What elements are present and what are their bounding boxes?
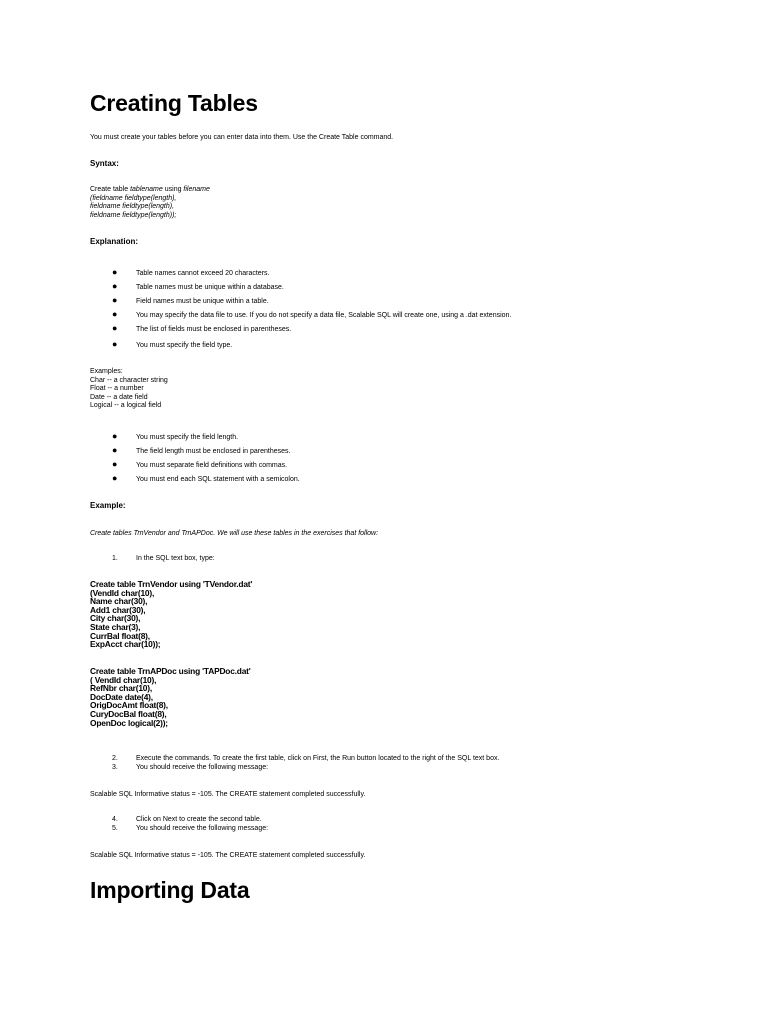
code-line: ExpAcct char(10));	[90, 639, 161, 650]
code-line: (VendId char(10),	[90, 587, 155, 598]
examples-heading: Examples:	[90, 368, 123, 375]
bullet-icon: ●	[112, 281, 118, 291]
step-text: In the SQL text box, type:	[136, 555, 215, 562]
explanation-label: Explanation:	[90, 237, 139, 246]
field-type-examples	[90, 368, 168, 411]
example-line: Date -- a date field	[90, 393, 148, 401]
status-message-1: Scalable SQL Informative status = -105. The CREATE statement completed successfully.	[90, 791, 366, 798]
bullet-icon: ●	[112, 267, 118, 277]
syntax-line-3: fieldname fieldtype(length),	[90, 203, 175, 211]
bullet-icon: ●	[112, 309, 118, 319]
code-block-trnvendor	[90, 580, 252, 649]
step-text: You should receive the following message:	[136, 825, 269, 832]
bullet-icon: ●	[112, 459, 118, 469]
syntax-tablename: tablename	[130, 186, 163, 193]
step-number: 2.	[112, 755, 118, 762]
example-label: Example:	[90, 501, 126, 510]
code-line: DocDate date(4),	[90, 691, 153, 702]
bullet-icon: ●	[112, 339, 118, 349]
code-line: City char(30),	[90, 613, 141, 624]
code-line: OrigDocAmt float(8),	[90, 700, 168, 711]
example-line: Logical -- a logical field	[90, 402, 162, 410]
syntax-filename: filename	[183, 186, 210, 193]
code-line: Add1 char(30),	[90, 604, 146, 615]
syntax-line-4: fieldname fieldtype(length));	[90, 211, 177, 219]
step-text: You should receive the following message:	[136, 764, 269, 771]
bullet-icon: ●	[112, 445, 118, 455]
document-page: Creating Tables You must create your tables before you can enter data into them. Use the Create Table command. Syntax: Create table tablename using filename (fieldname fieldtype(length), fieldname fieldtype(length), fieldname fieldtype(length)); Explanation: ● Table names cannot exceed 20 characters. ● Table names must be unique within a database. ● Field names must be unique within a table. ● You may specify the data file to use. If you do not specify a data file, Scalable SQL will create one, using a .dat extension. ● The list of fields must be enclosed in parentheses. ● You must specify the field type. Examples: Char -- a character string Float -- a number Date -- a date field Logical -- a logical field ● You must specify the field length. ● The field length must be enclosed in parentheses. ● You must separate field definitions with commas. ● You must end each SQL statement with a semicolon. Example: Create tables TrnVendor and TrnAPDoc. We will use these tables in the exercises that follow: 1. In the SQL text box, type: Create table TrnVendor using 'TVendor.dat' (VendId char(10), Name char(30), Add1 char(30), City char(30), State char(3), CurrBal float(8), ExpAcct char(10)); Create table TrnAPDoc using 'TAPDoc.dat' ( VendId char(10), RefNbr char(10), DocDate date(4), OrigDocAmt float(8), CuryDocBal float(8), OpenDoc logical(2)); 2. Execute the commands. To create the first table, click on First, the Run button located to the right of the SQL text box. 3. You should receive the following message: Scalable SQL Informative status = -105. The CREATE statement completed successfully. 4. Click on Next to create the second table. 5. You should receive the following message: Scalable SQL Informative status = -105. The CREATE statement completed successfully. Importing Data	[90, 90, 512, 903]
section-title-importing-data: Importing Data	[90, 877, 250, 903]
step-text: Click on Next to create the second table.	[136, 816, 262, 823]
bullet-icon: ●	[112, 431, 118, 441]
code-line: Create table TrnVendor using 'TVendor.dat'	[90, 579, 253, 589]
code-line: RefNbr char(10),	[90, 683, 152, 694]
example-intro: Create tables TrnVendor and TrnAPDoc. We will use these tables in the exercises that follow:	[90, 530, 379, 537]
example-line: Char -- a character string	[90, 376, 168, 384]
syntax-line-1	[90, 186, 210, 195]
bullet-icon: ●	[112, 323, 118, 333]
step-text: Execute the commands. To create the first table, click on First, the Run button located to the right of the SQL text box.	[136, 755, 500, 762]
step-number: 5.	[112, 825, 118, 832]
syntax-using: using	[162, 186, 184, 193]
code-line: ( VendId char(10),	[90, 674, 157, 685]
code-block-trnapdoc	[90, 667, 251, 727]
syntax-create-table: Create table	[90, 186, 131, 193]
code-line: CurrBal float(8),	[90, 630, 150, 641]
page-title: Creating Tables	[90, 90, 258, 116]
intro-text: You must create your tables before you can enter data into them. Use the Create Table command.	[90, 134, 394, 141]
code-line: Create table TrnAPDoc using 'TAPDoc.dat'	[90, 666, 251, 676]
example-line: Float -- a number	[90, 385, 144, 393]
bullet-icon: ●	[112, 473, 118, 483]
syntax-label: Syntax:	[90, 159, 119, 168]
code-line: State char(3),	[90, 621, 141, 632]
step-number: 4.	[112, 816, 118, 823]
code-line: OpenDoc logical(2));	[90, 717, 168, 728]
syntax-line-2: (fieldname fieldtype(length),	[90, 194, 177, 202]
status-message-2: Scalable SQL Informative status = -105. The CREATE statement completed successfully.	[90, 852, 366, 859]
code-line: CuryDocBal float(8),	[90, 708, 167, 719]
step-number: 3.	[112, 764, 118, 771]
code-line: Name char(30),	[90, 596, 148, 607]
bullet-icon: ●	[112, 295, 118, 305]
step-number: 1.	[112, 555, 118, 562]
syntax-block	[90, 186, 210, 220]
